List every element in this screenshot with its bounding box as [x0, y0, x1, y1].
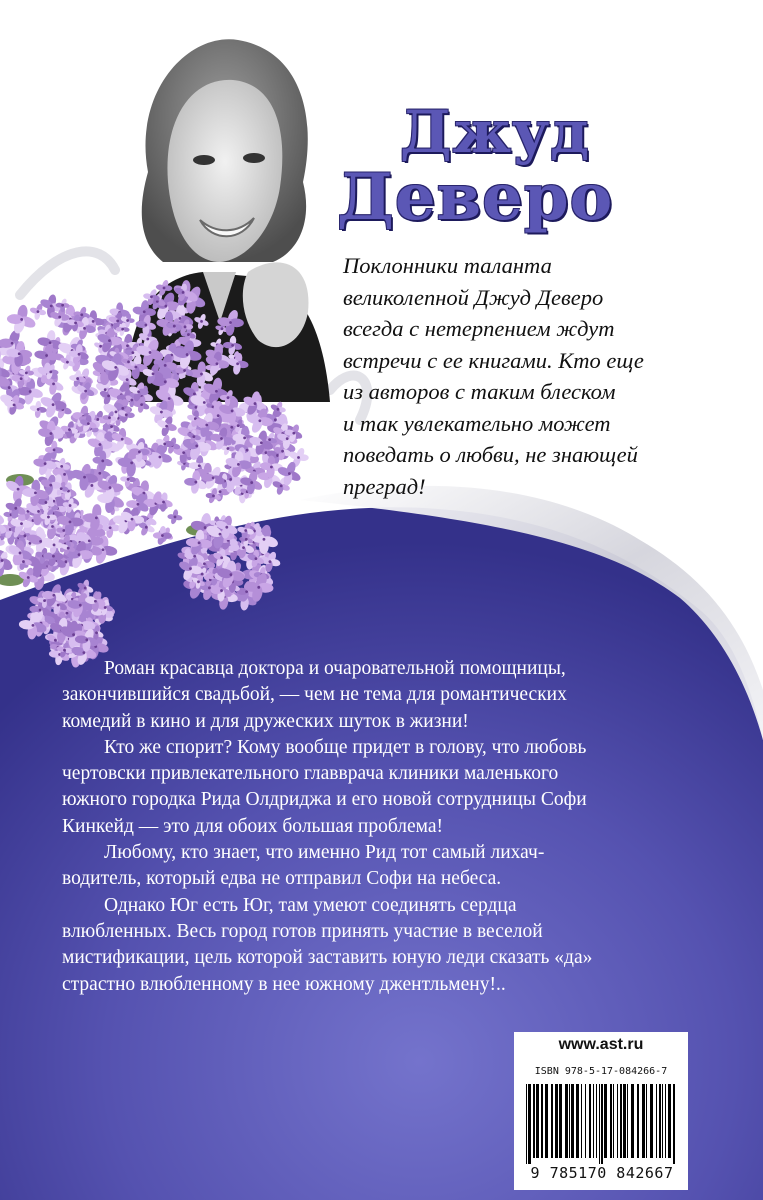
barcode-bar — [620, 1084, 622, 1158]
body-line: Кто же спорит? Кому вообще придет в голову, что любовь — [104, 736, 587, 758]
barcode-bar — [662, 1084, 663, 1158]
body-line: комедий в кино и для дружеских шуток в жизни! — [62, 710, 469, 732]
barcode-bar — [646, 1084, 647, 1158]
tagline-line: преград! — [343, 473, 426, 499]
author-last-name: Деверо — [337, 160, 614, 235]
barcode-bar — [650, 1084, 653, 1158]
barcode-bar — [541, 1084, 543, 1158]
barcode-bar — [576, 1084, 579, 1158]
body-line: Однако Юг есть Юг, там умеют соединять сердца — [104, 894, 517, 916]
barcode-bar — [610, 1084, 612, 1158]
body-line: мистификации, цель которой заставить юную леди сказать «да» — [62, 947, 593, 969]
barcode-bar — [545, 1084, 548, 1158]
barcode-bar — [604, 1084, 607, 1158]
tagline-line: встречи с ее книгами. Кто еще — [343, 347, 644, 373]
barcode-bar — [555, 1084, 558, 1158]
barcode-bar — [528, 1084, 531, 1164]
body-line: страстно влюбленному в нее южному джентльмену!.. — [62, 973, 506, 995]
barcode-bar — [673, 1084, 675, 1164]
lilac-blossom — [135, 314, 157, 335]
barcode-bar — [593, 1084, 594, 1158]
barcode-bar — [559, 1084, 562, 1158]
barcode-bar — [637, 1084, 639, 1158]
barcode-bar — [601, 1084, 603, 1164]
barcode-bar — [617, 1084, 618, 1158]
barcode-bar — [533, 1084, 535, 1158]
barcode-bar — [569, 1084, 570, 1158]
barcode-bar — [599, 1084, 600, 1164]
body-line: Любому, кто знает, что именно Рид тот самый лихач- — [104, 842, 545, 864]
barcode-bars — [522, 1084, 680, 1164]
barcode-bar — [596, 1084, 597, 1158]
barcode-bar — [536, 1084, 539, 1158]
body-line: водитель, который едва не отправил Софи на небеса. — [62, 868, 502, 890]
barcode-bar — [659, 1084, 661, 1158]
barcode-bar — [589, 1084, 591, 1158]
body-line: закончившийся свадьбой, — чем не тема для романтических — [62, 684, 567, 706]
barcode-bar — [581, 1084, 582, 1158]
tagline-line: поведать о любви, не знающей — [343, 442, 638, 467]
barcode-bar — [665, 1084, 666, 1158]
body-line: Кинкейд — это для обоих большая проблема! — [62, 815, 444, 837]
author-first-name: Джуд — [400, 98, 590, 166]
publisher-website[interactable]: www.ast.ru — [558, 1036, 644, 1053]
tagline-line: и так увлекательно может — [343, 410, 611, 436]
barcode-bar — [656, 1084, 657, 1158]
ean-digits: 9 785170 842667 — [530, 1164, 674, 1182]
body-line: южного городка Рида Олдриджа и его новой сотрудницы Софи — [62, 789, 587, 811]
body-line: Роман красавца доктора и очаровательной помощницы, — [104, 658, 566, 679]
lilac-blossom — [193, 313, 209, 329]
barcode-bar — [551, 1084, 553, 1158]
barcode-bar — [585, 1084, 586, 1158]
description-text — [62, 656, 742, 998]
barcode-bar — [668, 1084, 671, 1158]
barcode-bar — [526, 1084, 527, 1164]
isbn-number: ISBN 978-5-17-084266-7 — [534, 1066, 668, 1077]
body-line: чертовски привлекательного главврача клиники маленького — [62, 763, 559, 785]
barcode-bar — [642, 1084, 645, 1158]
barcode-bar — [623, 1084, 626, 1158]
barcode-bar — [613, 1084, 614, 1158]
barcode-bar — [631, 1084, 634, 1158]
body-line: влюбленных. Весь город готов принять участие в веселой — [62, 920, 543, 942]
barcode-bar — [571, 1084, 574, 1158]
tagline-line: всегда с нетерпением ждут — [343, 316, 615, 341]
lilac-blossom — [167, 509, 183, 525]
barcode-bar — [627, 1084, 628, 1158]
tagline-block — [343, 250, 753, 502]
barcode-panel — [514, 1032, 688, 1190]
barcode-bar — [565, 1084, 568, 1158]
lilac-blossom — [223, 335, 243, 355]
tagline-line: Поклонники таланта — [343, 253, 552, 278]
tagline-line: великолепной Джуд Деверо — [343, 284, 604, 310]
lilac-flowers — [0, 280, 320, 670]
tagline-line: из авторов с таким блеском — [343, 379, 616, 404]
